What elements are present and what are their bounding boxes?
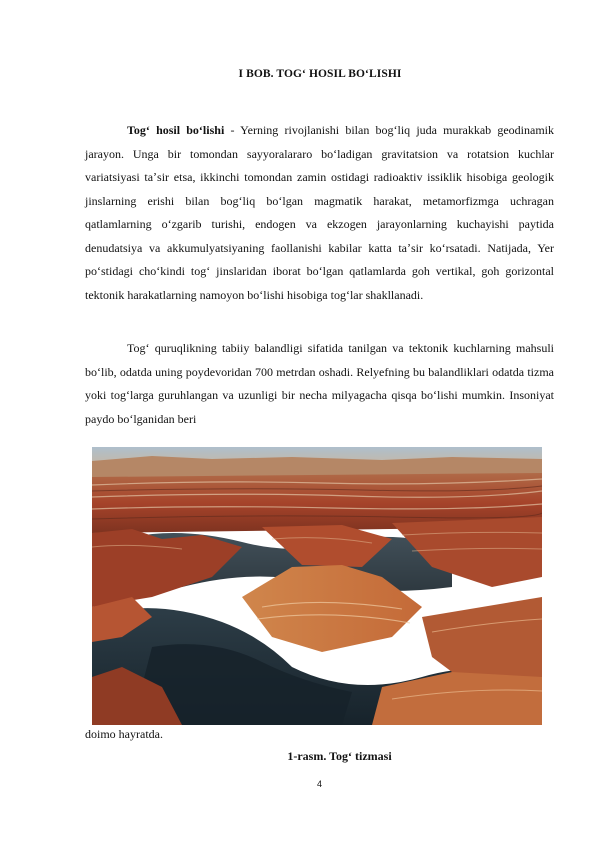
mountain-canyon-photo (92, 447, 542, 725)
paragraph-1-body: - Yerning rivojlanishi bilan bog‘liq juda murakkab geodinamik jarayon. Unga bir tomondan sayyoralararo bo‘ladigan gravitatsion va rotatsion kuchlar variatsiyasi taʼsir etsa, ikkinchi tomondan zamin ostidagi radioaktiv issiklik hisobiga geologik jinslarning erishi bilan bog‘liq bo‘lgan magmatik harakat, metamorfizmga uchragan qatlamlarning o‘zgarib turishi, endogen va ekzogen jarayonlarning kuchayishi paytida denudatsiya va akkumulyatsiyaning faollanishi kabilar katta taʼsir ko‘rsatadi. Natijada, Yer po‘stidagi cho‘kindi tog‘ jinslaridan iborat bo‘lgan qatlamlarda goh vertikal, goh gorizontal tektonik harakatlarning namoyon bo‘lishi hisobiga tog‘lar shakllanadi. (85, 123, 554, 302)
paragraph-2-continuation: doimo hayratda. (85, 727, 163, 741)
page-number: 4 (316, 779, 322, 789)
figure-caption: 1-rasm. Tog‘ tizmasi (287, 749, 392, 763)
paragraph-1 (85, 119, 554, 307)
chapter-heading: I BOB. TOG‘ HOSIL BO‘LISHI (238, 68, 402, 80)
paragraph-1-lead-term: Tog‘ hosil bo‘lishi (127, 123, 225, 137)
canyon-illustration (92, 447, 542, 725)
paragraph-2: Tog‘ quruqlikning tabiiy balandligi sifatida tanilgan va tektonik kuchlarning mahsuli bo‘lib, odatda uning poydevoridan 700 metrdan oshadi. Relyefning bu balandliklari odatda tizma yoki tog‘larga guruhlangan va uzunligi bir necha milyagacha qisqa bo‘lishi mumkin. Insoniyat paydo bo‘lganidan beri (85, 341, 554, 426)
